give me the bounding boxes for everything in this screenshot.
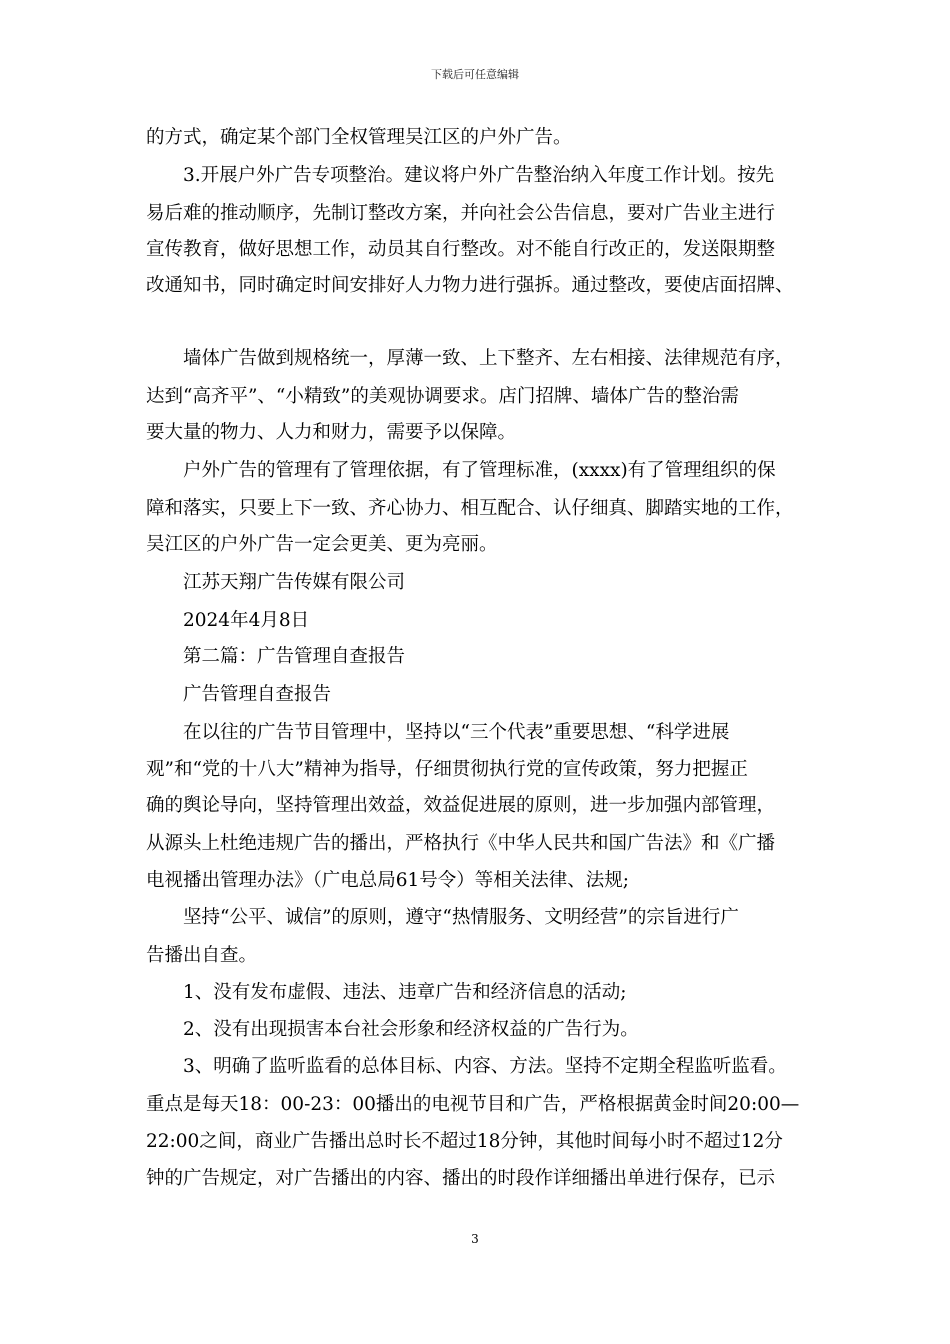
text-line: 重点是每天18：00-23：00播出的电视节目和广告，严格根据黄金时间20:00— [146,1094,800,1115]
text-line: 电视播出管理办法》（广电总局61号令）等相关法律、法规; [146,870,630,891]
text-line: 吴江区的户外广告一定会更美、更为亮丽。 [146,534,498,555]
list-item: 2、没有出现损害本台社会形象和经济权益的广告行为。 [183,1019,639,1040]
section-heading: 第二篇：广告管理自查报告 [183,646,406,667]
text-line: 墙体广告做到规格统一，厚薄一致、上下整齐、左右相接、法律规范有序， [183,348,794,369]
text-line: 在以往的广告节目管理中，坚持以“三个代表”重要思想、“科学进展 [183,722,730,743]
text-line: 达到“高齐平”、“小精致”的美观协调要求。店门招牌、墙体广告的整治需 [146,386,739,407]
text-line: 告播出自查。 [146,945,258,966]
page-header: 下载后可任意编辑 [431,68,519,81]
text-line: 改通知书，同时确定时间安排好人力物力进行强拆。通过整改，要使店面招牌、 [146,275,794,296]
text-line: 3.开展户外广告专项整治。建议将户外广告整治纳入年度工作计划。按先 [183,165,775,186]
signature-date: 2024年4月8日 [183,610,310,631]
text-line: 户外广告的管理有了管理依据，有了管理标准，(xxxx)有了管理组织的保 [183,460,776,481]
text-line: 坚持“公平、诚信”的原则，遵守“热情服务、文明经营”的宗旨进行广 [183,907,739,928]
signature-company: 江苏天翔广告传媒有限公司 [183,572,406,593]
text-line: 的方式，确定某个部门全权管理吴江区的户外广告。 [146,127,572,148]
page-number: 3 [471,1232,479,1246]
text-line: 确的舆论导向，坚持管理出效益，效益促进展的原则，进一步加强内部管理， [146,795,776,816]
text-line: 宣传教育，做好思想工作，动员其自行整改。对不能自行改正的，发送限期整 [146,239,776,260]
text-line: 易后难的推动顺序，先制订整改方案，并向社会公告信息，要对广告业主进行 [146,203,776,224]
text-line: 障和落实，只要上下一致、齐心协力、相互配合、认仔细真、脚踏实地的工作， [146,498,794,519]
text-line: 从源头上杜绝违规广告的播出，严格执行《中华人民共和国广告法》和《广播 [146,833,776,854]
text-line: 22:00之间，商业广告播出总时长不超过18分钟，其他时间每小时不超过12分 [146,1131,783,1152]
text-line: 钟的广告规定，对广告播出的内容、播出的时段作详细播出单进行保存，已示 [146,1168,776,1189]
text-line: 要大量的物力、人力和财力，需要予以保障。 [146,422,517,443]
text-line: 观”和“党的十八大”精神为指导，仔细贯彻执行党的宣传政策，努力把握正 [146,759,748,780]
list-item: 3、明确了监听监看的总体目标、内容、方法。坚持不定期全程监听监看。 [183,1056,787,1077]
document-title: 广告管理自查报告 [183,684,332,705]
list-item: 1、没有发布虚假、违法、违章广告和经济信息的活动; [183,982,627,1003]
